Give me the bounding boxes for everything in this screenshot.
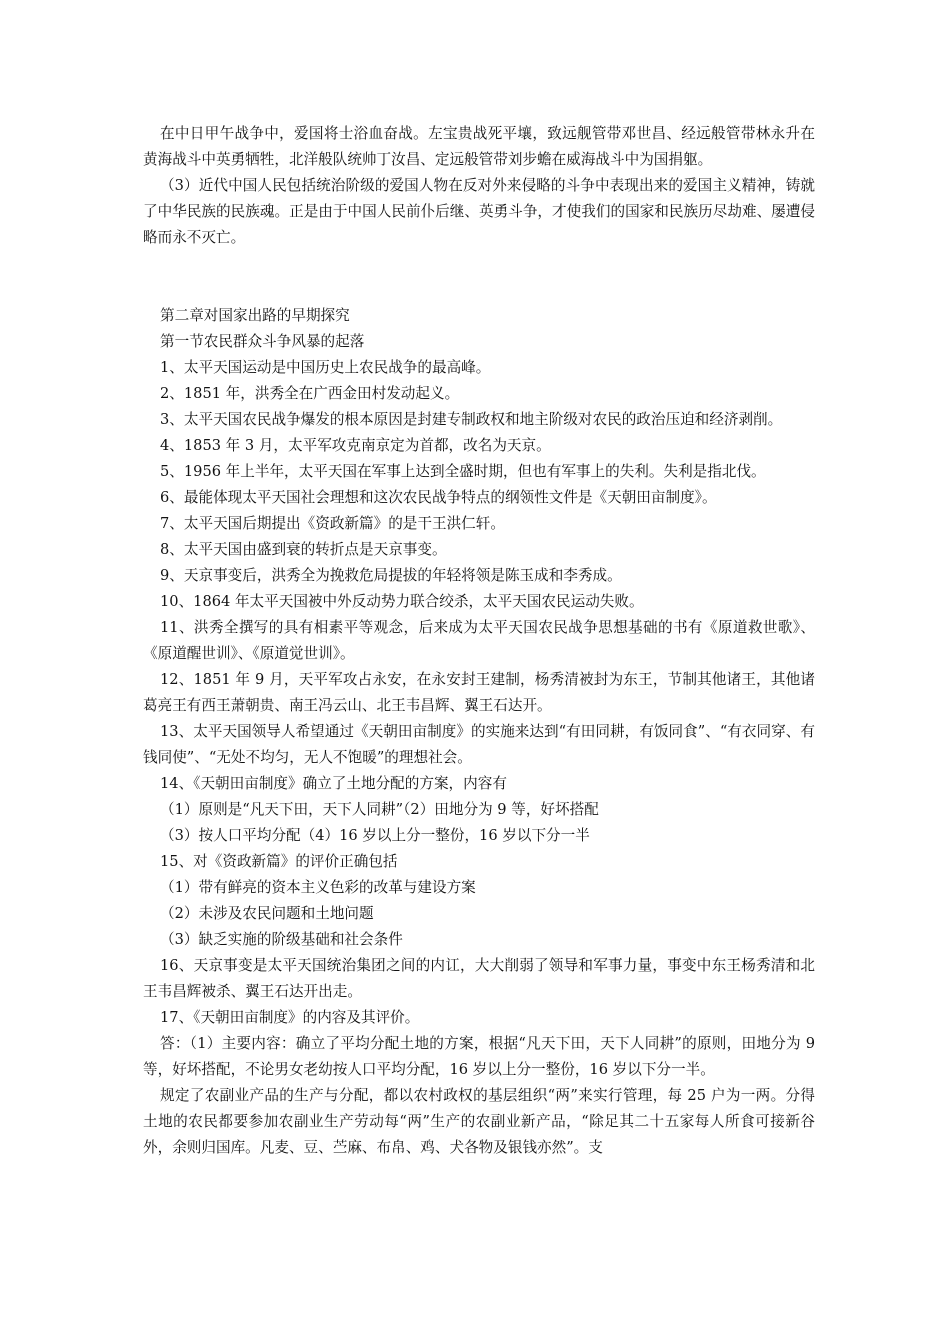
list-item: 5、1956 年上半年，太平天国在军事上达到全盛时期，但也有军事上的失利。失利是指北伐。 [160, 463, 766, 480]
document-page [143, 121, 815, 1161]
list-item: 14、《天朝田亩制度》确立了土地分配的方案，内容有 [160, 775, 507, 792]
list-item: （1）带有鲜亮的资本主义色彩的改革与建设方案 [160, 879, 476, 896]
list-item: 15、对《资政新篇》的评价正确包括 [160, 853, 398, 870]
list-item: 12、1851 年 9 月，天平军攻占永安，在永安封王建制，杨秀清被封为东王，节制其他诸王，其他诸葛亮王有西王萧朝贵、南王冯云山、北王韦昌辉、翼王石达开。 [143, 671, 815, 714]
chapter-title: 第二章对国家出路的早期探究 [160, 307, 350, 324]
list-item: 8、太平天国由盛到衰的转折点是天京事变。 [160, 541, 447, 558]
paragraph: 在中日甲午战争中，爱国将士浴血奋战。左宝贵战死平壤，致远舰管带邓世昌、经远般管带林永升在黄海战斗中英勇牺牲，北洋般队统帅丁汝昌、定远般管带刘步蟾在威海战斗中为国捐躯。 [143, 125, 815, 168]
list-item: 11、洪秀全撰写的具有相素平等观念，后来成为太平天国农民战争思想基础的书有《原道救世歌》、《原道醒世训》、《原道觉世训》。 [143, 619, 815, 662]
list-item: 13、太平天国领导人希望通过《天朝田亩制度》的实施来达到“有田同耕，有饭同食”、“有衣同穿、有钱同使”、“无处不均匀，无人不饱暖”的理想社会。 [143, 723, 815, 766]
list-item: 1、太平天国运动是中国历史上农民战争的最高峰。 [160, 359, 491, 376]
list-item: 10、1864 年太平天国被中外反动势力联合绞杀，太平天国农民运动失败。 [160, 593, 644, 610]
paragraph: （3）近代中国人民包括统治阶级的爱国人物在反对外来侵略的斗争中表现出来的爱国主义精神，铸就了中华民族的民族魂。正是由于中国人民前仆后继、英勇斗争，才使我们的国家和民族历尽劫难、屡遭侵略而永不灭亡。 [143, 177, 815, 246]
list-item: （3）按人口平均分配（4）16 岁以上分一整份，16 岁以下分一半 [160, 827, 590, 844]
list-item: 4、1853 年 3 月，太平军攻克南京定为首都，改名为天京。 [160, 437, 551, 454]
list-item: 6、最能体现太平天国社会理想和这次农民战争特点的纲领性文件是《天朝田亩制度》。 [160, 489, 717, 506]
answer-paragraph: 规定了农副业产品的生产与分配，都以农村政权的基层组织“两”来实行管理，每 25 户为一两。分得土地的农民都要参加农副业生产劳动每“两”生产的农副业新产品，“除足其二十五家每人所食可接新谷外，余则归国库。凡麦、豆、苎麻、布帛、鸡、犬各物及银钱亦然”。支 [143, 1087, 815, 1156]
list-item: （3）缺乏实施的阶级基础和社会条件 [160, 931, 403, 948]
list-item: 16、天京事变是太平天国统治集团之间的内讧，大大削弱了领导和军事力量，事变中东王杨秀清和北王韦昌辉被杀、翼王石达开出走。 [143, 957, 815, 1000]
list-item: 9、天京事变后，洪秀全为挽救危局提拔的年轻将领是陈玉成和李秀成。 [160, 567, 622, 584]
list-item: （1）原则是“凡天下田，天下人同耕”（2）田地分为 9 等，好坏搭配 [160, 801, 599, 818]
section-title: 第一节农民群众斗争风暴的起落 [160, 333, 365, 350]
list-item: （2）未涉及农民问题和土地问题 [160, 905, 374, 922]
section-gap [143, 251, 815, 303]
list-item: 17、《天朝田亩制度》的内容及其评价。 [160, 1009, 420, 1026]
list-item: 3、太平天国农民战争爆发的根本原因是封建专制政权和地主阶级对农民的政治压迫和经济剥削。 [160, 411, 783, 428]
list-item: 7、太平天国后期提出《资政新篇》的是干王洪仁轩。 [160, 515, 505, 532]
list-item: 2、1851 年，洪秀全在广西金田村发动起义。 [160, 385, 460, 402]
answer-paragraph: 答：（1）主要内容：确立了平均分配土地的方案，根据“凡天下田，天下人同耕”的原则，田地分为 9 等，好坏搭配，不论男女老幼按人口平均分配，16 岁以上分一整份，16 岁以下分一半。 [143, 1035, 815, 1078]
